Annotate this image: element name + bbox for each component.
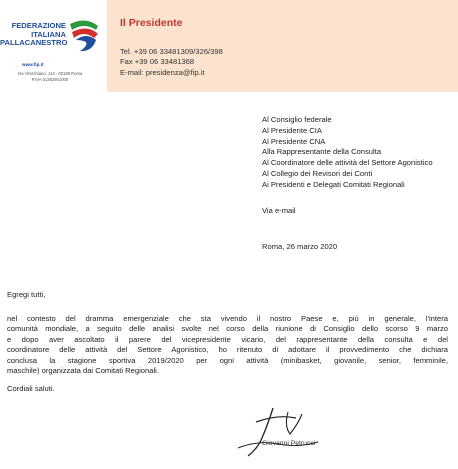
body-line: e dopo aver ascoltato il parere del vicepresidente vicario, del rappresentante della consulta e del xyxy=(7,334,448,344)
recipient-item: Ai Presidenti e Delegati Comitati Regionali xyxy=(262,179,405,189)
signature-name: Giovanni Petrucci xyxy=(262,440,316,447)
federation-logo-text xyxy=(0,22,66,48)
recipient-item: Al Consiglio federale xyxy=(262,115,332,124)
body-line: coordinatore delle attività del Settore Agonistico, ho ritenuto di adottare il provvedimento che dichiara xyxy=(7,345,448,355)
recipients-list xyxy=(262,115,433,191)
logo-line-2: ITALIANA xyxy=(31,29,66,39)
logo-address-line: Via Vitorchiano, 113 - 00189 Roma xyxy=(17,71,83,76)
greeting: Egregi tutti, xyxy=(7,290,46,299)
logo-address xyxy=(0,71,100,82)
body-line: maschile) organizzata dai Comitati Regionali. xyxy=(7,366,159,376)
logo-website: www.fip.it xyxy=(22,62,44,67)
handwritten-signature xyxy=(218,404,338,464)
email-line: E-mail: presidenza@fip.it xyxy=(120,67,205,77)
logo-line-3: PALLACANESTRO xyxy=(0,38,68,48)
body-line: nel contesto del dramma emergenziale che sta vivendo il nostro Paese e, più in generale, l'intera xyxy=(7,314,448,323)
president-title: Il Presidente xyxy=(120,17,183,29)
recipient-item: Alla Rappresentante della Consulta xyxy=(262,147,382,157)
logo-line-1: FEDERAZIONE xyxy=(11,21,66,30)
recipient-item: Al Collegio dei Revisori dei Conti xyxy=(262,168,373,178)
letter-body xyxy=(7,314,448,376)
fax-line: Fax +39 06 33481368 xyxy=(120,57,195,67)
closing-salutation: Cordiali saluti. xyxy=(7,384,55,393)
phone-line: Tel. +39 06 33481309/326/398 xyxy=(120,47,223,56)
body-line: comunità mondiale, a seguito delle analisi svolte nel corso della riunione di Consiglio dello scorso 9 marzo xyxy=(7,324,448,334)
logo-address-line: P.IVA 01362941000 xyxy=(31,76,69,82)
recipient-item: Al Presidente CIA xyxy=(262,125,322,135)
delivery-method: Via e-mail xyxy=(262,206,296,215)
federation-logo-icon xyxy=(66,18,102,54)
contact-block xyxy=(120,47,223,78)
body-line: conclusa la stagione sportiva 2019/2020 per ogni attività (minibasket, giovanile, senior, femminile, xyxy=(7,355,448,365)
recipient-item: Al Coordinatore delle attività del Settore Agonistico xyxy=(262,158,433,168)
letter-date: Roma, 26 marzo 2020 xyxy=(262,242,338,251)
recipient-item: Al Presidente CNA xyxy=(262,136,326,146)
